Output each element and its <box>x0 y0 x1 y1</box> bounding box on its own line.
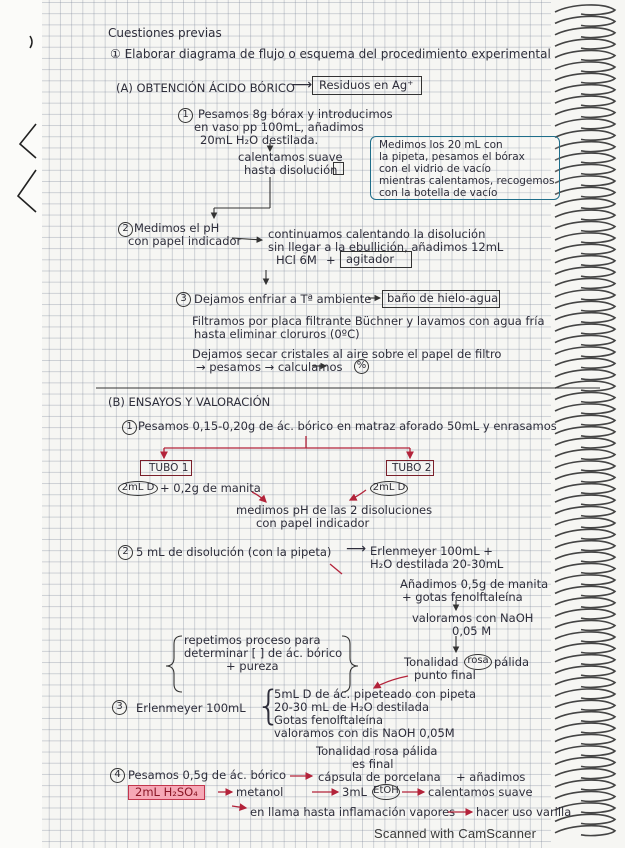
b3-item: 5mL D de ác. pipeteado con pipeta <box>274 687 477 701</box>
b3-item: Gotas fenolftaleína <box>274 713 383 727</box>
repetimos-line3: + pureza <box>226 659 279 673</box>
bano-text: baño de hielo-agua <box>387 291 499 305</box>
anadimos-line1: Añadimos 0,5g de manita <box>400 577 549 591</box>
tubo1-label: TUBO 1 <box>149 462 189 474</box>
section-b-label: (B) ENSAYOS Y VALORACIÓN <box>108 395 271 409</box>
b1-text: Pesamos 0,15-0,20g de ác. bórico en matraz aforado 50mL y enrasamos <box>138 419 557 433</box>
step2-line1: Medimos el pH <box>134 221 220 235</box>
step3d-text: → pesamos → calculamos <box>196 360 343 374</box>
arrow-icon: ⟶ <box>346 541 367 557</box>
step-number: 1 <box>122 420 137 435</box>
step3b-line2: hasta eliminar cloruros (0ºC) <box>194 327 360 341</box>
erlen-line2: H₂O destilada 20-30mL <box>370 557 504 571</box>
h2so4-highlight: 2mL H₂SO₄ <box>128 785 205 800</box>
step-number: 3 <box>176 292 191 307</box>
erlen-line1: Erlenmeyer 100mL + <box>370 544 493 558</box>
rosa-circle: rosa <box>464 654 492 670</box>
repetimos-line1: repetimos proceso para <box>184 633 321 647</box>
section-a-label: (A) OBTENCIÓN ÁCIDO BÓRICO <box>116 81 295 95</box>
result-text: Residuos en Ag⁺ <box>319 78 414 92</box>
step-number: 1 <box>178 108 193 123</box>
b3-item: valoramos con dis NaOH 0,05M <box>274 726 455 740</box>
step-number: 3 <box>112 700 127 715</box>
note-line: Medimos los 20 mL con <box>379 139 503 151</box>
step-number: 2 <box>118 545 133 560</box>
calentamos-text: calentamos suave <box>428 785 533 799</box>
etoh-circle: EtOH <box>372 784 400 800</box>
page-title: Cuestiones previas <box>108 26 222 40</box>
step1-line3: 20mL H₂O destilada. <box>200 133 319 147</box>
step3-text: Dejamos enfriar a Tª ambiente <box>194 292 372 306</box>
ml1-circle: 2mL D <box>118 481 158 496</box>
step2b-line2: sin llegar a la ebullición, añadimos 12mL <box>268 240 504 254</box>
varilla-text: hacer uso varilla <box>476 805 572 819</box>
percent-circle: % <box>354 359 369 374</box>
ml3-text: 3mL <box>342 785 367 799</box>
b3-text: Erlenmeyer 100mL <box>136 701 246 715</box>
note-line: con el vidrio de vacío <box>379 163 491 175</box>
step2b-line1: continuamos calentando la disolución <box>268 227 486 241</box>
manita-text: + 0,2g de manita <box>160 481 261 495</box>
palida-text: pálida <box>494 655 530 669</box>
step2-line2: con papel indicador <box>128 234 242 248</box>
tonalidad-text: Tonalidad <box>404 655 459 669</box>
ml2-circle: 2mL D <box>370 481 408 496</box>
b2-text: 5 mL de disolución (con la pipeta) <box>136 545 332 559</box>
anadimos-line2: + gotas fenolftaleína <box>402 590 523 604</box>
step1b-line2: hasta disolución <box>244 163 338 177</box>
valoramos-line2: 0,05 M <box>452 624 492 638</box>
note-line: con la botella de vacío <box>379 187 498 199</box>
ph-line2: con papel indicador <box>256 516 370 530</box>
llama-text: en llama hasta inflamación vapores <box>250 805 456 819</box>
step-number: 4 <box>110 768 125 783</box>
tonalidad2-line2: es final <box>352 757 394 771</box>
tubo2-label: TUBO 2 <box>392 462 432 474</box>
plus-sign: + <box>326 253 336 267</box>
note-line: la pipeta, pesamos el bórax <box>379 151 525 163</box>
capsula-text: cápsula de porcelana <box>318 770 441 784</box>
ph-line1: medimos pH de las 2 disoluciones <box>236 503 433 517</box>
b4-text: Pesamos 0,5g de ác. bórico <box>128 768 287 782</box>
anadimos2-text: + añadimos <box>456 770 526 784</box>
valoramos-line1: valoramos con NaOH <box>412 611 534 625</box>
step1-line2: en vaso pp 100mL, añadimos <box>194 120 364 134</box>
step1b-line1: calentamos suave <box>238 150 343 164</box>
note-line: mientras calentamos, recogemos <box>379 175 555 187</box>
scanner-footer: Scanned with CamScanner <box>374 826 537 841</box>
step1-line1: Pesamos 8g bórax y introducimos <box>198 107 393 121</box>
tonalidad2-line1: Tonalidad rosa pálida <box>316 744 438 758</box>
agitador-text: agitador <box>346 252 395 266</box>
b3-item: 20-30 mL de H₂O destilada <box>274 700 429 714</box>
question-1: ① Elaborar diagrama de flujo o esquema del procedimiento experimental <box>110 47 551 61</box>
repetimos-line2: determinar [ ] de ác. bórico <box>184 646 343 660</box>
arrow-icon: ⟶ <box>292 77 313 93</box>
brace-icon: { <box>256 683 282 729</box>
punto-text: punto final <box>414 668 476 682</box>
step-number: 2 <box>118 222 133 237</box>
step2b-line3: HCl 6M <box>276 253 317 267</box>
metanol-text: metanol <box>236 785 284 799</box>
step3b-line1: Filtramos por placa filtrante Büchner y lavamos con agua fría <box>192 314 545 328</box>
step3c-line1: Dejamos secar cristales al aire sobre el papel de filtro <box>192 347 502 361</box>
